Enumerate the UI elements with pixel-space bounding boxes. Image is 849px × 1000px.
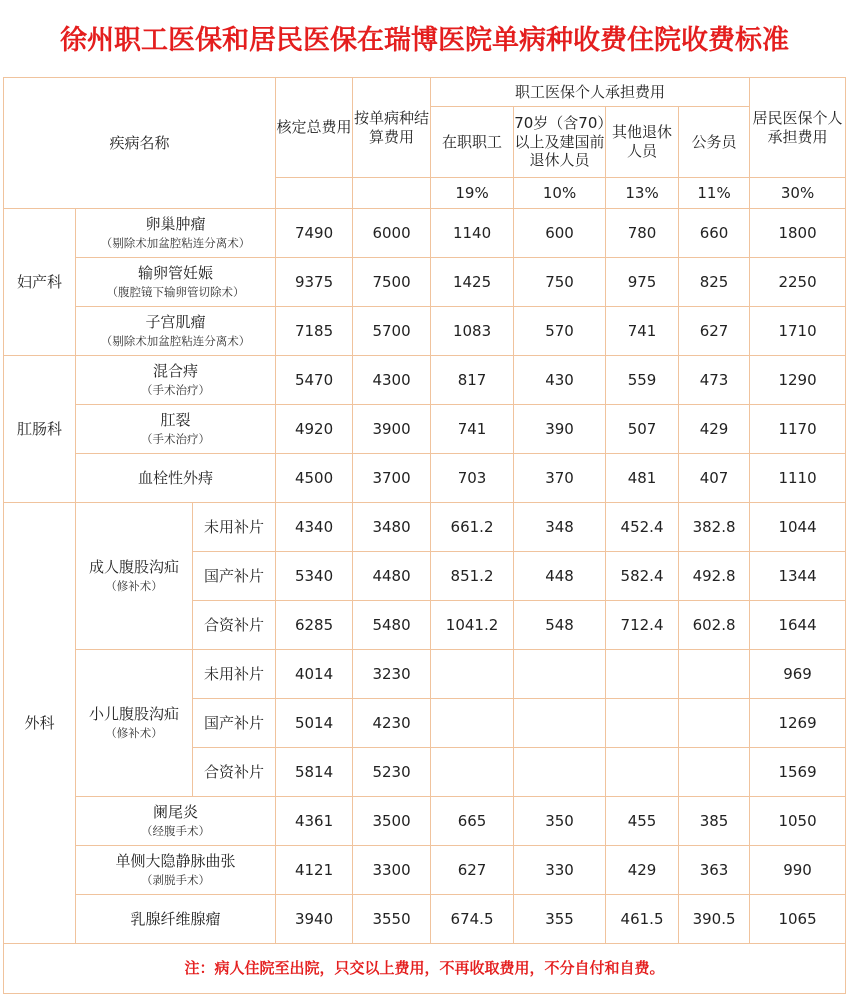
- dept-surgery: 外科: [4, 503, 76, 944]
- fee-table: [3, 77, 846, 994]
- cell-civil: 382.8: [679, 503, 750, 552]
- cell-resident: 1044: [750, 503, 846, 552]
- cell-other: 741: [606, 307, 679, 356]
- cell-settle: 3230: [353, 650, 431, 699]
- cell-settle: 4300: [353, 356, 431, 405]
- cell-patch: 未用补片: [193, 650, 276, 699]
- cell-resident: 1644: [750, 601, 846, 650]
- cell-other: 507: [606, 405, 679, 454]
- cell-resident: 1170: [750, 405, 846, 454]
- cell-patch: 国产补片: [193, 699, 276, 748]
- cell-other: 461.5: [606, 895, 679, 944]
- cell-civil: [679, 748, 750, 797]
- footer-row: [4, 944, 846, 994]
- cell-resident: 1110: [750, 454, 846, 503]
- cell-employed: 851.2: [431, 552, 514, 601]
- cell-settle: 3550: [353, 895, 431, 944]
- cell-employed: 1425: [431, 258, 514, 307]
- cell-patch: 合资补片: [193, 748, 276, 797]
- cell-settle: 3500: [353, 797, 431, 846]
- cell-total: 4340: [276, 503, 353, 552]
- cell-total: 7490: [276, 209, 353, 258]
- cell-over70: 448: [514, 552, 606, 601]
- table-row: [4, 650, 846, 699]
- header-settle-rate-blank: [353, 178, 431, 209]
- cell-other: [606, 699, 679, 748]
- cell-settle: 4480: [353, 552, 431, 601]
- cell-total: 5470: [276, 356, 353, 405]
- cell-settle: 5700: [353, 307, 431, 356]
- cell-civil: 390.5: [679, 895, 750, 944]
- cell-civil: [679, 650, 750, 699]
- disease-cell: 子宫肌瘤 （剔除术加盆腔粘连分离术）: [76, 307, 276, 356]
- cell-other: 780: [606, 209, 679, 258]
- header-approved-total: 核定总费用: [276, 78, 353, 178]
- table-row: [4, 307, 846, 356]
- rate-civil-servant: 11%: [679, 178, 750, 209]
- cell-employed: [431, 699, 514, 748]
- cell-total: 5014: [276, 699, 353, 748]
- cell-settle: 7500: [353, 258, 431, 307]
- cell-civil: 407: [679, 454, 750, 503]
- cell-settle: 4230: [353, 699, 431, 748]
- page-title: 徐州职工医保和居民医保在瑞博医院单病种收费住院收费标准: [60, 25, 789, 56]
- header-disease-name: 疾病名称: [4, 78, 276, 209]
- table-row: [4, 846, 846, 895]
- cell-total: 4121: [276, 846, 353, 895]
- cell-civil: [679, 699, 750, 748]
- cell-employed: 1140: [431, 209, 514, 258]
- cell-other: [606, 748, 679, 797]
- cell-employed: 627: [431, 846, 514, 895]
- cell-other: 559: [606, 356, 679, 405]
- disease-cell: 乳腺纤维腺瘤: [76, 895, 276, 944]
- cell-total: 4500: [276, 454, 353, 503]
- table-row: [4, 454, 846, 503]
- cell-settle: 6000: [353, 209, 431, 258]
- cell-over70: [514, 650, 606, 699]
- cell-civil: 385: [679, 797, 750, 846]
- cell-other: [606, 650, 679, 699]
- cell-over70: [514, 748, 606, 797]
- cell-patch: 国产补片: [193, 552, 276, 601]
- header-approved-rate-blank: [276, 178, 353, 209]
- cell-over70: 430: [514, 356, 606, 405]
- header-other-retired: 其他退休人员: [606, 107, 679, 178]
- cell-total: 4361: [276, 797, 353, 846]
- cell-employed: 1041.2: [431, 601, 514, 650]
- cell-total: 5340: [276, 552, 353, 601]
- header-resident: 居民医保个人承担费用: [750, 78, 846, 178]
- cell-employed: 703: [431, 454, 514, 503]
- cell-employed: 674.5: [431, 895, 514, 944]
- cell-resident: 1710: [750, 307, 846, 356]
- cell-resident: 1065: [750, 895, 846, 944]
- cell-total: 7185: [276, 307, 353, 356]
- cell-total: 6285: [276, 601, 353, 650]
- cell-total: 4920: [276, 405, 353, 454]
- cell-resident: 1344: [750, 552, 846, 601]
- cell-employed: [431, 650, 514, 699]
- cell-resident: 1269: [750, 699, 846, 748]
- table-row: [4, 209, 846, 258]
- table-row: [4, 258, 846, 307]
- cell-employed: [431, 748, 514, 797]
- cell-settle: 3700: [353, 454, 431, 503]
- cell-settle: 3300: [353, 846, 431, 895]
- cell-settle: 3900: [353, 405, 431, 454]
- cell-patch: 未用补片: [193, 503, 276, 552]
- cell-over70: [514, 699, 606, 748]
- header-over70: 70岁（含70）以上及建国前退休人员: [514, 107, 606, 178]
- cell-other: 975: [606, 258, 679, 307]
- cell-over70: 600: [514, 209, 606, 258]
- rate-other-retired: 13%: [606, 178, 679, 209]
- cell-settle: 3480: [353, 503, 431, 552]
- cell-other: 582.4: [606, 552, 679, 601]
- table-row: [4, 503, 846, 552]
- cell-total: 5814: [276, 748, 353, 797]
- table-row: [4, 405, 846, 454]
- cell-resident: 1800: [750, 209, 846, 258]
- cell-other: 712.4: [606, 601, 679, 650]
- cell-resident: 969: [750, 650, 846, 699]
- cell-other: 429: [606, 846, 679, 895]
- cell-resident: 1050: [750, 797, 846, 846]
- cell-civil: 627: [679, 307, 750, 356]
- cell-over70: 330: [514, 846, 606, 895]
- cell-over70: 350: [514, 797, 606, 846]
- cell-civil: 602.8: [679, 601, 750, 650]
- cell-resident: 990: [750, 846, 846, 895]
- cell-resident: 1290: [750, 356, 846, 405]
- cell-resident: 2250: [750, 258, 846, 307]
- header-settlement: 按单病种结算费用: [353, 78, 431, 178]
- disease-cell: 肛裂 （手术治疗）: [76, 405, 276, 454]
- header-employee-group: 职工医保个人承担费用: [431, 78, 750, 107]
- cell-civil: 429: [679, 405, 750, 454]
- rate-over70: 10%: [514, 178, 606, 209]
- rate-resident: 30%: [750, 178, 846, 209]
- cell-over70: 570: [514, 307, 606, 356]
- disease-cell: 输卵管妊娠 （腹腔镜下输卵管切除术）: [76, 258, 276, 307]
- cell-over70: 750: [514, 258, 606, 307]
- disease-cell: 小儿腹股沟疝 （修补术）: [76, 650, 193, 797]
- cell-civil: 825: [679, 258, 750, 307]
- cell-resident: 1569: [750, 748, 846, 797]
- table-row: [4, 356, 846, 405]
- cell-over70: 355: [514, 895, 606, 944]
- cell-patch: 合资补片: [193, 601, 276, 650]
- cell-settle: 5480: [353, 601, 431, 650]
- rate-employed: 19%: [431, 178, 514, 209]
- cell-settle: 5230: [353, 748, 431, 797]
- disease-cell: 混合痔 （手术治疗）: [76, 356, 276, 405]
- cell-employed: 817: [431, 356, 514, 405]
- table-row: [4, 797, 846, 846]
- disease-cell: 单侧大隐静脉曲张 （剥脱手术）: [76, 846, 276, 895]
- cell-total: 3940: [276, 895, 353, 944]
- footer-note: 注：病人住院至出院，只交以上费用，不再收取费用，不分自付和自费。: [4, 944, 846, 994]
- header-civil-servant: 公务员: [679, 107, 750, 178]
- cell-civil: 492.8: [679, 552, 750, 601]
- cell-employed: 1083: [431, 307, 514, 356]
- cell-other: 481: [606, 454, 679, 503]
- cell-other: 452.4: [606, 503, 679, 552]
- cell-employed: 741: [431, 405, 514, 454]
- header-employed: 在职职工: [431, 107, 514, 178]
- cell-total: 9375: [276, 258, 353, 307]
- cell-employed: 665: [431, 797, 514, 846]
- cell-over70: 390: [514, 405, 606, 454]
- table-row: [4, 895, 846, 944]
- cell-civil: 363: [679, 846, 750, 895]
- disease-cell: 阑尾炎 （经腹手术）: [76, 797, 276, 846]
- cell-employed: 661.2: [431, 503, 514, 552]
- cell-civil: 660: [679, 209, 750, 258]
- cell-over70: 370: [514, 454, 606, 503]
- cell-over70: 548: [514, 601, 606, 650]
- dept-anorectal: 肛肠科: [4, 356, 76, 503]
- disease-cell: 成人腹股沟疝 （修补术）: [76, 503, 193, 650]
- cell-over70: 348: [514, 503, 606, 552]
- cell-civil: 473: [679, 356, 750, 405]
- disease-cell: 血栓性外痔: [76, 454, 276, 503]
- dept-gynecology: 妇产科: [4, 209, 76, 356]
- disease-cell: 卵巢肿瘤 （剔除术加盆腔粘连分离术）: [76, 209, 276, 258]
- cell-other: 455: [606, 797, 679, 846]
- cell-total: 4014: [276, 650, 353, 699]
